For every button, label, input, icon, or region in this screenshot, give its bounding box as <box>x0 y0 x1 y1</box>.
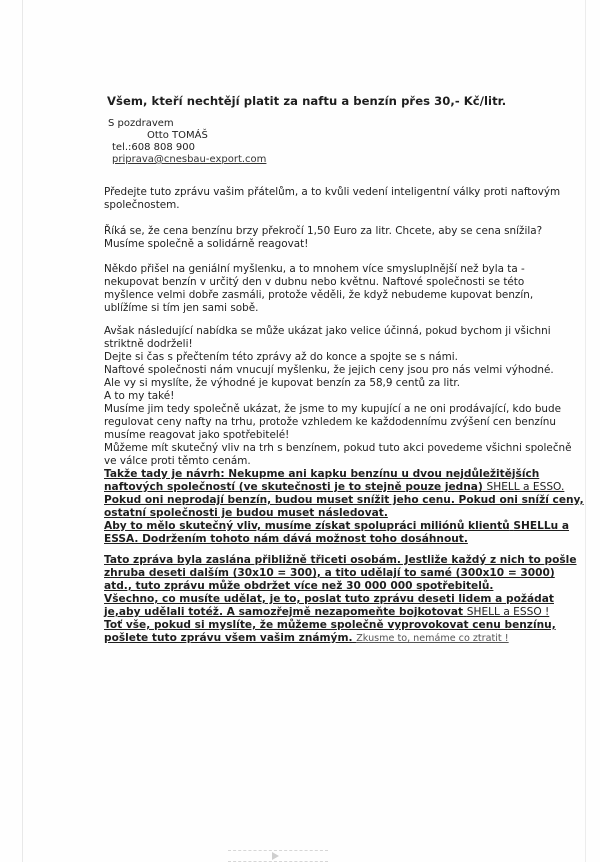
paragraph-3-line: nekupovat benzín v určitý den v dubnu nebo květnu. Naftové společnosti se této <box>104 276 525 288</box>
brand-names: SHELL a ESSO ! <box>466 606 550 618</box>
paragraph-4-line: regulovat ceny nafty na trhu, protože vzhledem ke každodennímu zvýšení cen benzínu <box>104 416 556 428</box>
proposal-line: Pokud oni neprodají benzín, budou muset snížit jeho cenu. Pokud oni sníží ceny, <box>104 494 584 506</box>
call-line <box>104 606 549 619</box>
paragraph-4-line: ve válce proti těmto cenám. <box>104 455 251 467</box>
paragraph-1-line: společnostem. <box>104 199 180 211</box>
paragraph-4-line: Avšak následující nabídka se může ukázat jako velice účinná, pokud bychom ji všichni <box>104 325 551 337</box>
paragraph-4-line: striktně dodrželi! <box>104 338 193 350</box>
proposal-text: Aby to mělo skutečný vliv, musíme získat spolupráci miliónů klientů <box>104 520 510 532</box>
document-heading: Všem, kteří nechtějí platit za naftu a benzín přes 30,- Kč/litr. <box>107 94 507 108</box>
paragraph-4-line: musíme reagovat jako spotřebitelé! <box>104 429 290 441</box>
closing-note: Zkusme to, nemáme co ztratit ! <box>356 633 509 644</box>
proposal-line: Takže tady je návrh: Nekupme ani kapku benzínu u dvou nejdůležitějších <box>104 468 540 480</box>
call-line <box>104 632 509 645</box>
paragraph-2-line: Říká se, že cena benzínu brzy překročí 1,50 Euro za litr. Chcete, aby se cena snížila? <box>104 225 543 237</box>
call-text: pošlete tuto zprávu všem vašim známým. <box>104 632 353 644</box>
brand-names: SHELL a ESSO. <box>486 481 565 493</box>
brand-names: SHELLu a <box>513 520 570 532</box>
proposal-line <box>104 520 569 533</box>
paragraph-4-line: Můžeme mít skutečný vliv na trh s benzínem, pokud tuto akci povedeme všichni společně <box>104 442 572 454</box>
proposal-text: naftových společností (ve skutečnosti je to stejně pouze jedna) <box>104 481 483 493</box>
proposal-line: ostatní společnosti je budou muset následovat. <box>104 507 388 519</box>
signature-phone: tel.:608 808 900 <box>112 142 196 153</box>
paragraph-4-line: Ale vy si myslíte, že výhodné je kupovat benzín za 58,9 centů za litr. <box>104 377 461 389</box>
proposal-line: ESSA. Dodržením tohoto nám dává možnost toho dosáhnout. <box>104 533 468 545</box>
signature-email[interactable]: priprava@cnesbau-export.com <box>112 154 267 165</box>
paragraph-3-line: myšlence velmi dobře zasmáli, protože věděli, že když nebudeme kupovat benzín, <box>104 289 534 301</box>
call-line: Tato zpráva byla zaslána přibližně třiceti osobám. Jestliže každý z nich to pošle <box>104 554 577 566</box>
call-text: je,aby udělali totéž. A samozřejmě nezapomeňte bojkotovat <box>104 606 464 618</box>
scan-edge-right <box>585 0 586 862</box>
proposal-line <box>104 481 564 494</box>
call-line: Toť vše, pokud si myslíte, že můžeme společně vyprovokovat cenu benzínu, <box>104 619 556 631</box>
paragraph-2-line: Musíme společně a solidárně reagovat! <box>104 238 309 250</box>
play-icon <box>272 852 279 860</box>
paragraph-4-line: Dejte si čas s přečtením této zprávy až do konce a spojte se s námi. <box>104 351 458 363</box>
signature-name: Otto TOMÁŠ <box>147 130 208 141</box>
page-marker <box>228 850 328 862</box>
paragraph-4-line: A to my také! <box>104 390 175 402</box>
paragraph-1-line: Předejte tuto zprávu vašim přátelům, a to kvůli vedení inteligentní války proti naftovým <box>104 186 561 198</box>
call-line: Všechno, co musíte udělat, je to, poslat tuto zprávu deseti lidem a požádat <box>104 593 554 605</box>
scan-edge-left <box>22 0 23 862</box>
signature-greeting: S pozdravem <box>108 118 174 129</box>
paragraph-4-line: Musíme jim tedy společně ukázat, že jsme to my kupující a ne oni prodávající, kdo bude <box>104 403 562 415</box>
paragraph-4-line: Naftové společnosti nám vnucují myšlenku, že jejich ceny jsou pro nás velmi výhodné. <box>104 364 554 376</box>
call-line: atd., tuto zprávu může obdržet více než 30 000 000 spotřebitelů. <box>104 580 494 592</box>
call-line: zhruba deseti dalším (30x10 = 300), a tito udělají to samé (300x10 = 3000) <box>104 567 555 579</box>
paragraph-3-line: ublížíme si tím jen sami sobě. <box>104 302 259 314</box>
paragraph-3-line: Někdo přišel na geniální myšlenku, a to mnohem více smysluplnější než byla ta - <box>104 263 525 275</box>
